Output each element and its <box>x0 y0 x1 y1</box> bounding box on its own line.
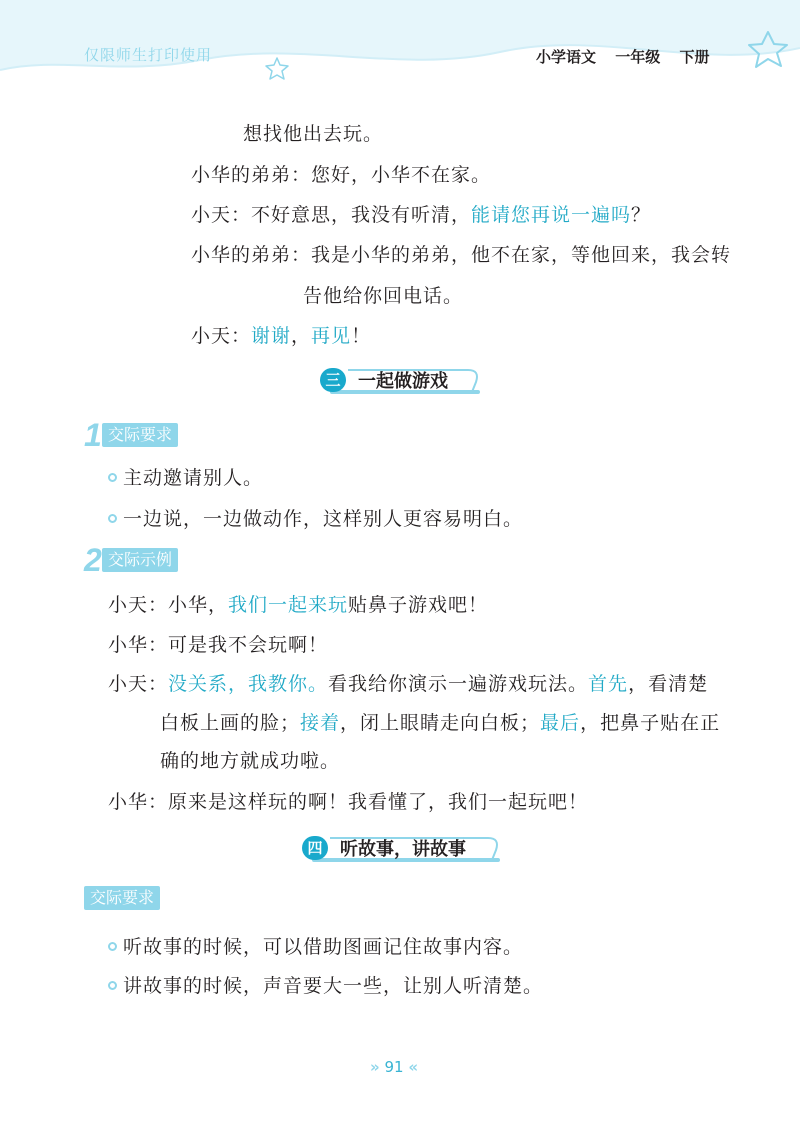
grade-label: 一年级 <box>615 48 661 66</box>
right-arrow-icon: « <box>408 1058 419 1076</box>
dialogue-text: ，闭上眼睛走向白板； <box>340 712 541 734</box>
highlighted-phrase: 最后 <box>540 712 581 734</box>
dialogue-line <box>160 708 720 735</box>
bullet-circle-icon <box>108 981 117 990</box>
highlighted-phrase: 谢谢 <box>251 325 292 347</box>
dialogue-text: ？ <box>631 204 652 226</box>
dialogue-line <box>108 669 708 696</box>
dialogue-line <box>108 787 588 814</box>
dialogue-text: 想找他出去玩。 <box>243 123 384 145</box>
section-4-heading: 听故事，讲故事 <box>340 839 466 860</box>
section-4-title <box>300 834 500 862</box>
requirement-item: 听故事的时候，可以借助图画记住故事内容。 <box>108 932 523 959</box>
dialogue-text: 告他给你回电话。 <box>303 285 464 307</box>
highlighted-phrase: 我们一起来玩 <box>228 594 349 616</box>
dialogue-text: 小天： <box>191 325 252 347</box>
tag-number: 1 <box>84 417 102 453</box>
dialogue-text: ，把鼻子贴在正 <box>580 712 721 734</box>
tag-label: 交际要求 <box>102 423 178 447</box>
dialogue-text: 您好，小华不在家。 <box>311 164 492 186</box>
dialogue-text: 小天：不好意思，我没有听清， <box>191 204 472 226</box>
requirement-item: 一边说，一边做动作，这样别人更容易明白。 <box>108 504 523 531</box>
dialogue-text: 小华：原来是这样玩的啊！我看懂了，我们一起玩吧！ <box>108 791 589 813</box>
dialogue-text: 小华的弟弟：我是小华的弟弟，他不在家，等他回来，我会转 <box>191 244 732 266</box>
subject-label: 小学语文 <box>536 48 597 66</box>
dialogue-text: 小天： <box>108 673 169 695</box>
dialogue-text: ， <box>291 325 312 347</box>
highlighted-phrase: 没关系，我教你。 <box>168 673 329 695</box>
highlighted-phrase: 首先 <box>588 673 629 695</box>
volume-label: 下册 <box>679 48 710 66</box>
highlighted-phrase: 能请您再说一遍吗 <box>471 204 632 226</box>
bullet-circle-icon <box>108 942 117 951</box>
section-4-badge: 四 <box>302 836 328 860</box>
dialogue-text: ，看清楚 <box>628 673 709 695</box>
page-number-value: 91 <box>384 1058 404 1076</box>
dialogue-text: 小天：小华， <box>108 594 229 616</box>
book-info <box>536 46 724 67</box>
page-number <box>370 1058 418 1076</box>
dialogue-line <box>191 321 371 348</box>
requirement-item: 讲故事的时候，声音要大一些，让别人听清楚。 <box>108 971 543 998</box>
dialogue-text: ！ <box>351 325 372 347</box>
dialogue-text: 贴鼻子游戏吧！ <box>348 594 489 616</box>
dialogue-line <box>243 119 383 146</box>
dialogue-line <box>191 200 651 227</box>
bullet-circle-icon <box>108 473 117 482</box>
dialogue-line <box>108 590 488 617</box>
watermark-text: 仅限师生打印使用 <box>84 46 213 64</box>
section-3-title <box>318 366 480 394</box>
section-3-badge: 三 <box>320 368 346 392</box>
requirement-item: 主动邀请别人。 <box>108 463 263 490</box>
dialogue-line <box>108 630 328 657</box>
dialogue-line <box>191 240 731 267</box>
tag-label: 交际要求 <box>84 886 160 910</box>
dialogue-text: 看我给你演示一遍游戏玩法。 <box>328 673 589 695</box>
bullet-circle-icon <box>108 514 117 523</box>
highlighted-phrase: 再见 <box>311 325 352 347</box>
dialogue-line <box>191 160 491 187</box>
dialogue-text: 白板上画的脸； <box>160 712 301 734</box>
left-arrow-icon: » <box>370 1058 380 1076</box>
dialogue-line <box>303 281 463 308</box>
highlighted-phrase: 接着 <box>300 712 341 734</box>
dialogue-line <box>160 746 340 773</box>
tag-label: 交际示例 <box>102 548 178 572</box>
dialogue-text: 小华的弟弟： <box>191 164 312 186</box>
section-3-heading: 一起做游戏 <box>358 371 448 392</box>
dialogue-text: 小华：可是我不会玩啊！ <box>108 634 329 656</box>
dialogue-text: 确的地方就成功啦。 <box>160 750 341 772</box>
tag-number: 2 <box>84 542 102 578</box>
